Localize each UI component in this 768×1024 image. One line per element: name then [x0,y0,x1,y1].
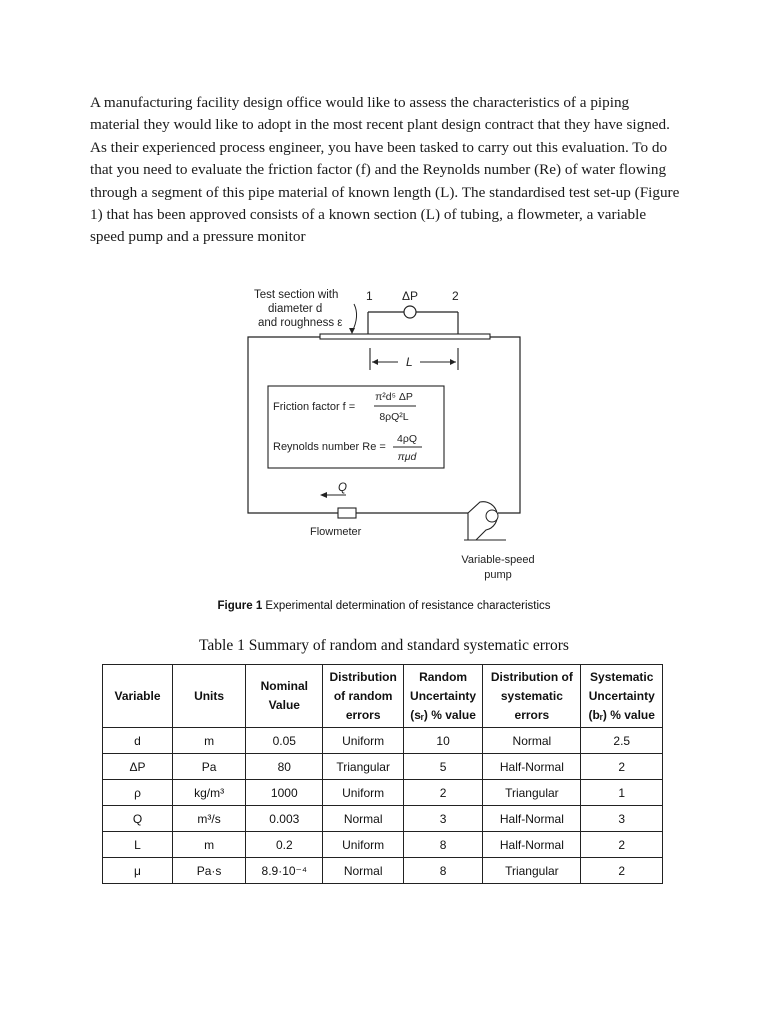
table-row [103,832,663,858]
length-arrowhead-right [450,359,456,365]
pump-label-2: pump [484,569,512,581]
cell-random-dist: Uniform [323,832,403,858]
pressure-gauge-icon [404,306,416,318]
intro-paragraph: A manufacturing facility design office would like to assess the characteristics of a piping material they would like to adopt in the most recent plant design contract that they have signed. As their experienced process engineer, you have been tasked to carry out this evaluation. To do that you need to evaluate the friction factor (f) and the Reynolds number (Re) of water flowing through a segment of this pipe material of known length (L). The standardised test set-up (Figure 1) that has been approved consists of a known section (L) of tubing, a flowmeter, a variable speed pump and a pressure monitor [90,94,680,246]
cell-random-dist: Triangular [323,754,403,780]
label-pointer-head [349,328,355,334]
cell-variable: d [103,728,173,754]
delta-p-label: ΔP [402,289,419,303]
cell-units: m³/s [173,806,246,832]
cell-random-unc: 2 [403,780,482,806]
loop-pipe-right [490,337,520,513]
reynolds-denominator: πμd [397,451,417,463]
figure-caption-text: Experimental determination of resistance characteristics [262,600,551,612]
test-section-label-1: Test section with [254,289,339,301]
cell-units: m [173,728,246,754]
header-nominal-value: Nominal Value [246,665,323,728]
cell-units: kg/m³ [173,780,246,806]
header-random-distribution: Distribution of random errors [323,665,403,728]
cell-sys-dist: Half-Normal [483,832,581,858]
test-section-label-2: diameter d [268,303,323,315]
table-caption: Table 1 Summary of random and standard systematic errors [199,637,569,654]
flowmeter-label: Flowmeter [310,526,362,538]
formula-box [268,386,444,468]
table-row [103,806,663,832]
length-label: L [406,355,413,369]
label-pointer [352,304,357,332]
flowmeter-icon [338,508,356,518]
cell-sys-unc: 3 [581,806,663,832]
cell-random-unc: 5 [403,754,482,780]
cell-variable: L [103,832,173,858]
pump-label-1: Variable-speed [461,554,535,566]
cell-sys-dist: Triangular [483,858,581,884]
test-setup-diagram [240,282,540,587]
friction-factor-numerator: π²d⁵ ΔP [375,391,413,403]
cell-random-unc: 10 [403,728,482,754]
test-setup-figure [240,282,540,587]
cell-variable: μ [103,858,173,884]
reynolds-number-label: Reynolds number Re = [273,441,386,453]
cell-sys-unc: 2 [581,858,663,884]
cell-nominal: 80 [246,754,323,780]
cell-random-unc: 3 [403,806,482,832]
cell-sys-dist: Half-Normal [483,754,581,780]
cell-units: m [173,832,246,858]
point-1-label: 1 [366,289,373,303]
cell-random-dist: Normal [323,806,403,832]
cell-sys-unc: 2.5 [581,728,663,754]
table-row [103,858,663,884]
figure-caption [0,600,768,612]
cell-random-dist: Uniform [323,728,403,754]
cell-nominal: 8.9·10⁻⁴ [246,858,323,884]
test-section-pipe [320,334,490,339]
table-header-row [103,665,663,728]
table-row [103,728,663,754]
cell-sys-unc: 2 [581,832,663,858]
figure-caption-label: Figure 1 [217,600,263,612]
cell-variable: ρ [103,780,173,806]
cell-nominal: 0.2 [246,832,323,858]
header-random-uncertainty: Random Uncertainty (sᵣ) % value [403,665,482,728]
test-section-label-3: and roughness ε [258,317,343,329]
header-units: Units [173,665,246,728]
point-2-label: 2 [452,289,459,303]
flow-arrowhead [320,492,327,498]
pump-impeller-icon [486,510,498,522]
cell-variable: Q [103,806,173,832]
cell-sys-dist: Normal [483,728,581,754]
header-systematic-uncertainty: Systematic Uncertainty (bᵣ) % value [581,665,663,728]
cell-sys-unc: 2 [581,754,663,780]
cell-units: Pa [173,754,246,780]
reynolds-numerator: 4ρQ [397,433,417,445]
cell-random-unc: 8 [403,858,482,884]
friction-factor-label: Friction factor f = [273,401,356,413]
cell-nominal: 0.003 [246,806,323,832]
friction-factor-denominator: 8ρQ²L [379,411,409,423]
table-row [103,780,663,806]
length-arrowhead-left [372,359,378,365]
cell-nominal: 0.05 [246,728,323,754]
header-variable: Variable [103,665,173,728]
cell-random-dist: Uniform [323,780,403,806]
cell-random-dist: Normal [323,858,403,884]
cell-units: Pa·s [173,858,246,884]
cell-sys-unc: 1 [581,780,663,806]
flow-label: Q [338,482,347,494]
cell-sys-dist: Triangular [483,780,581,806]
cell-sys-dist: Half-Normal [483,806,581,832]
errors-table [102,664,663,884]
header-systematic-distribution: Distribution of systematic errors [483,665,581,728]
cell-random-unc: 8 [403,832,482,858]
cell-nominal: 1000 [246,780,323,806]
table-row [103,754,663,780]
cell-variable: ΔP [103,754,173,780]
